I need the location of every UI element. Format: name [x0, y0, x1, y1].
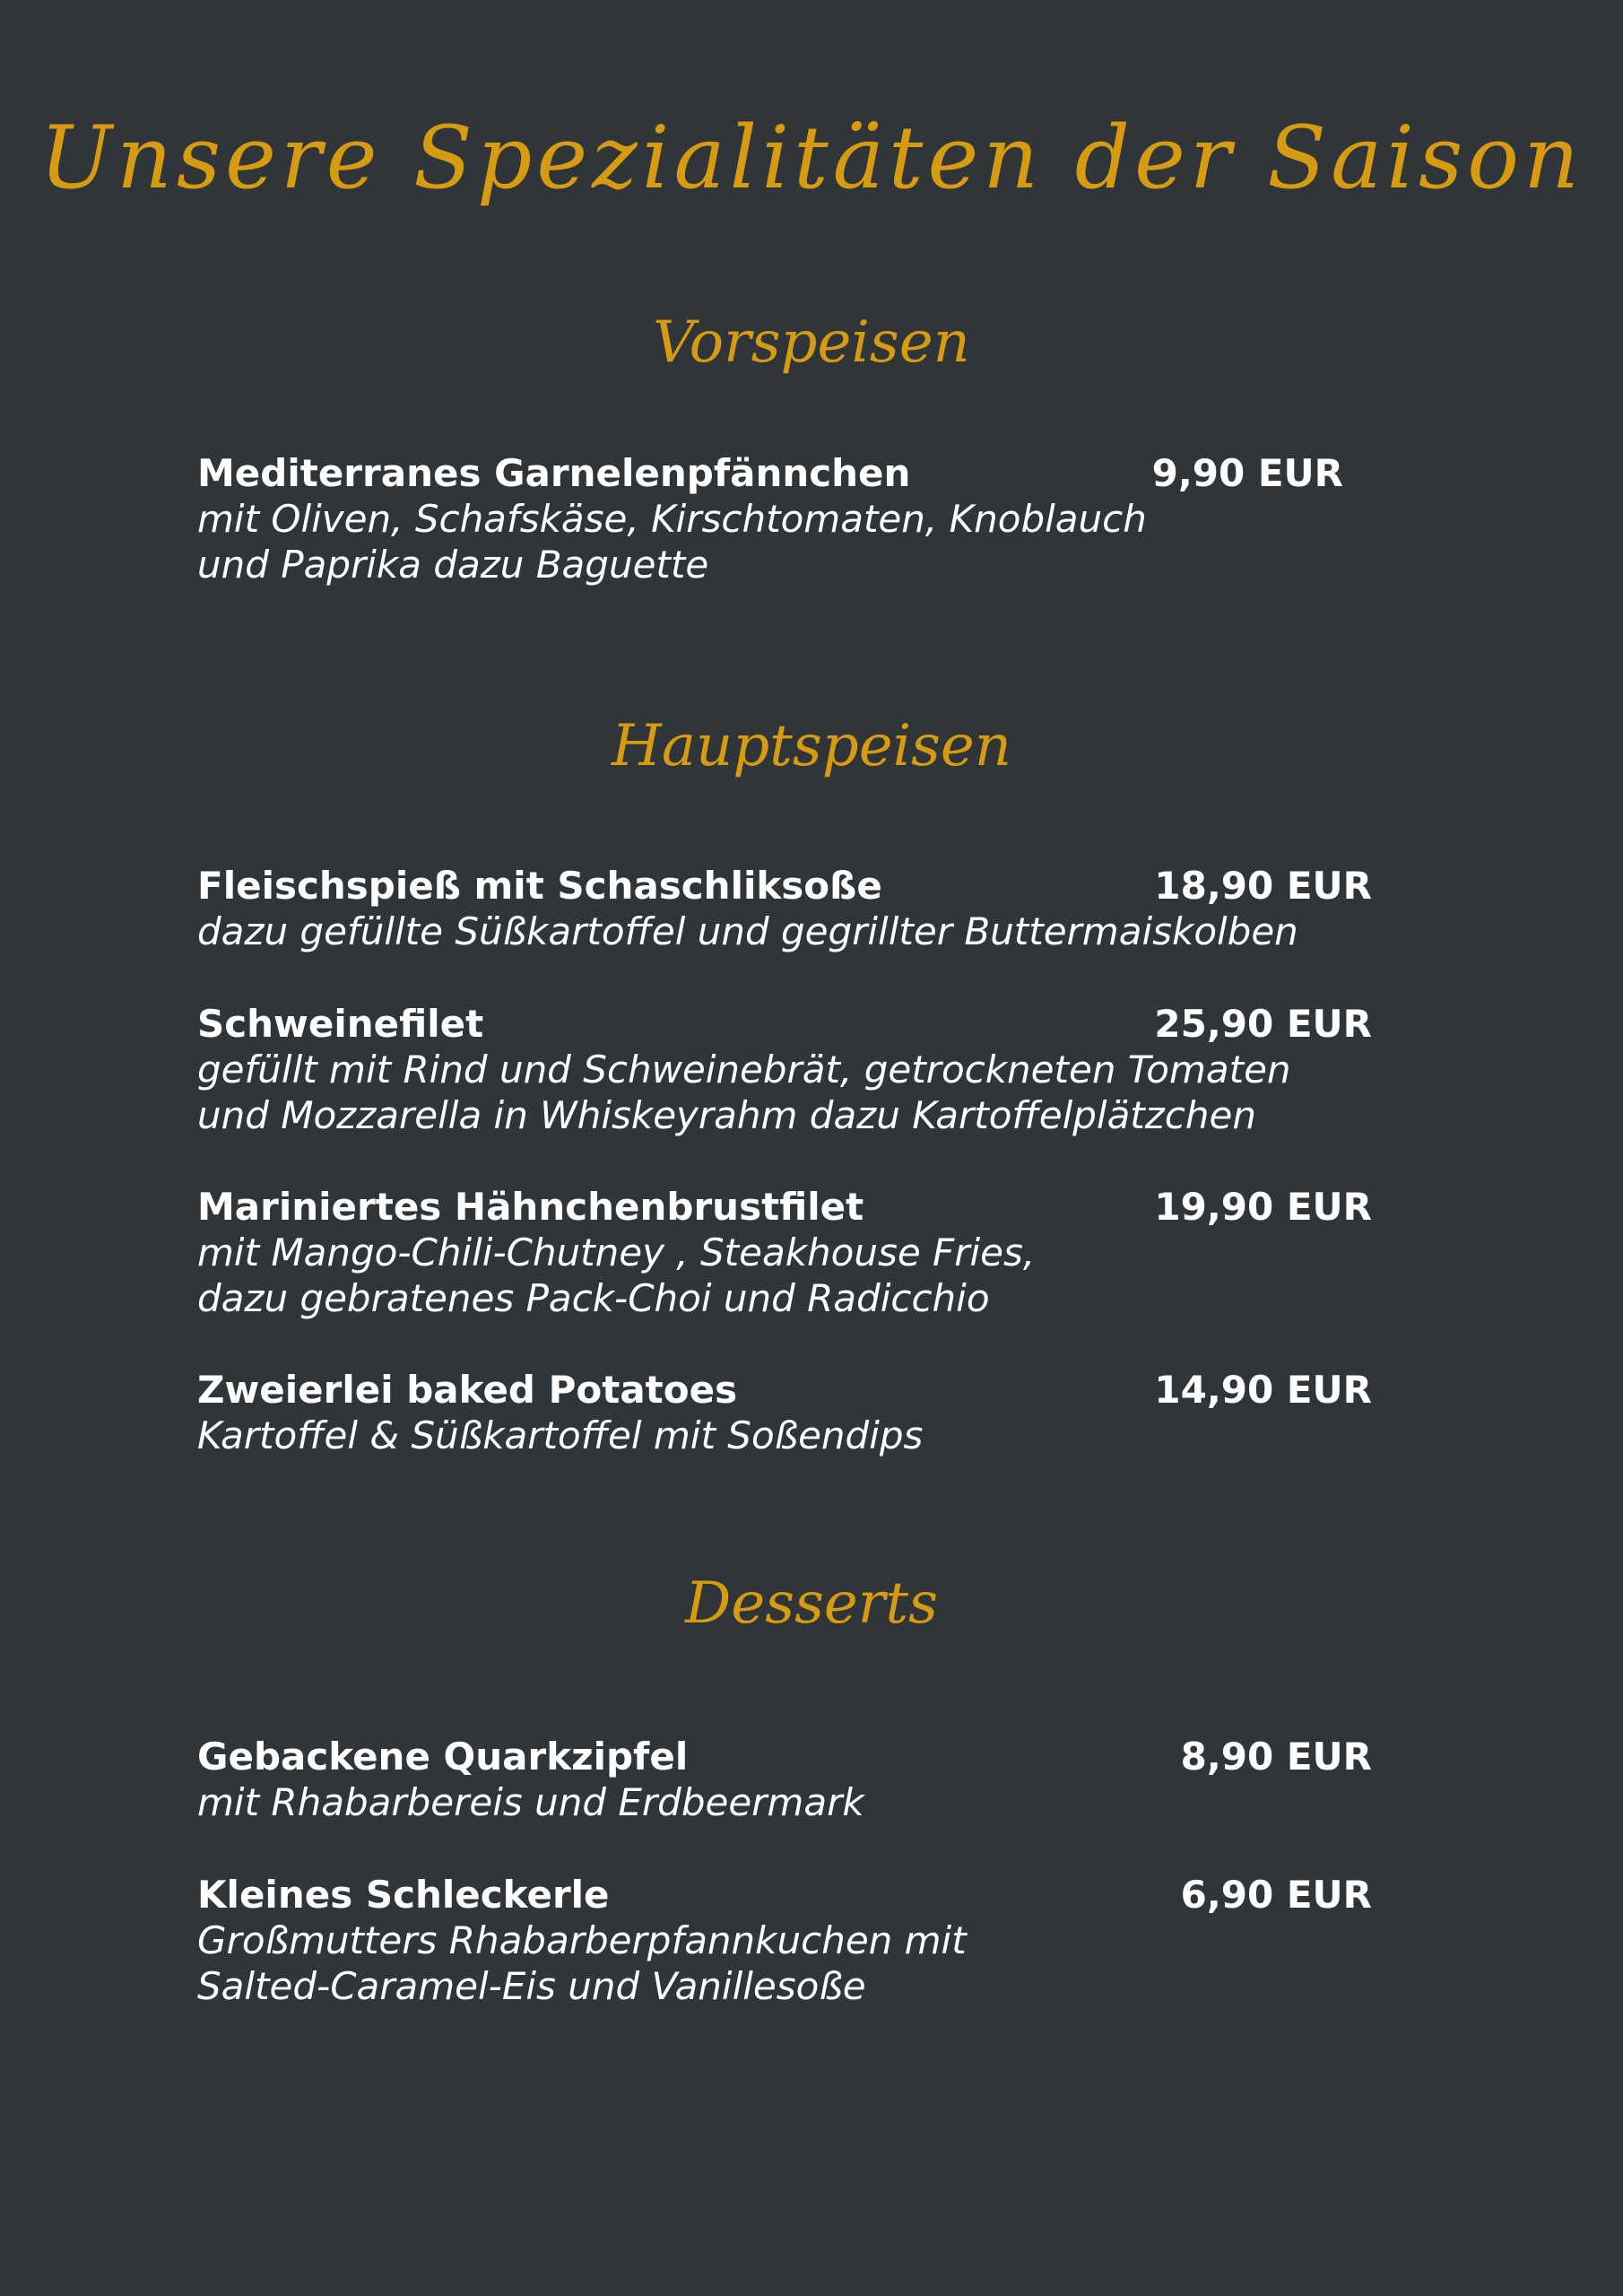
item-description: dazu gefüllte Süßkartoffel und gegrillter Buttermaiskolben — [197, 909, 1298, 953]
item-price: 18,90 EUR — [1154, 864, 1372, 908]
item-price: 19,90 EUR — [1154, 1185, 1372, 1229]
item-price: 14,90 EUR — [1154, 1368, 1372, 1412]
menu-item — [197, 1734, 1372, 1825]
menu-item — [197, 1001, 1372, 1138]
item-description: mit Oliven, Schafskäse, Kirschtomaten, Knoblauch und Paprika dazu Baguette — [197, 497, 1147, 587]
item-price: 9,90 EUR — [1151, 451, 1343, 495]
item-price: 8,90 EUR — [1180, 1735, 1372, 1779]
menu-item — [197, 450, 1343, 587]
item-name: Gebackene Quarkzipfel — [197, 1735, 689, 1779]
item-price: 25,90 EUR — [1154, 1002, 1372, 1046]
section-title-desserts: Desserts — [685, 1570, 938, 1637]
section-title-vorspeisen: Vorspeisen — [653, 309, 970, 376]
item-description: gefüllt mit Rind und Schweinebrät, getrockneten Tomaten und Mozzarella in Whiskeyrahm dazu Kartoffelplätzchen — [197, 1048, 1291, 1137]
item-name: Kleines Schleckerle — [197, 1873, 610, 1917]
section-title-hauptspeisen: Hauptspeisen — [612, 713, 1011, 779]
item-description: mit Mango-Chili-Chutney , Steakhouse Fries, dazu gebratenes Pack-Choi und Radicchio — [197, 1231, 1036, 1320]
menu-item — [197, 1367, 1372, 1458]
item-description: Kartoffel & Süßkartoffel mit Soßendips — [197, 1413, 924, 1457]
item-name: Fleischspieß mit Schaschliksoße — [197, 864, 882, 908]
item-name: Mediterranes Garnelenpfännchen — [197, 451, 911, 495]
item-name: Mariniertes Hähnchenbrustfilet — [197, 1185, 864, 1229]
item-description: mit Rhabarbereis und Erdbeermark — [197, 1780, 864, 1824]
item-price: 6,90 EUR — [1180, 1873, 1372, 1917]
item-description: Großmutters Rhabarberpfannkuchen mit Salted-Caramel-Eis und Vanillesoße — [197, 1918, 967, 2008]
item-name: Schweinefilet — [197, 1002, 484, 1046]
menu-item — [197, 863, 1372, 954]
menu-item — [197, 1872, 1372, 2009]
menu-item — [197, 1184, 1372, 1321]
page-title: Unsere Spezialitäten der Saison — [39, 108, 1584, 208]
item-name: Zweierlei baked Potatoes — [197, 1368, 738, 1412]
